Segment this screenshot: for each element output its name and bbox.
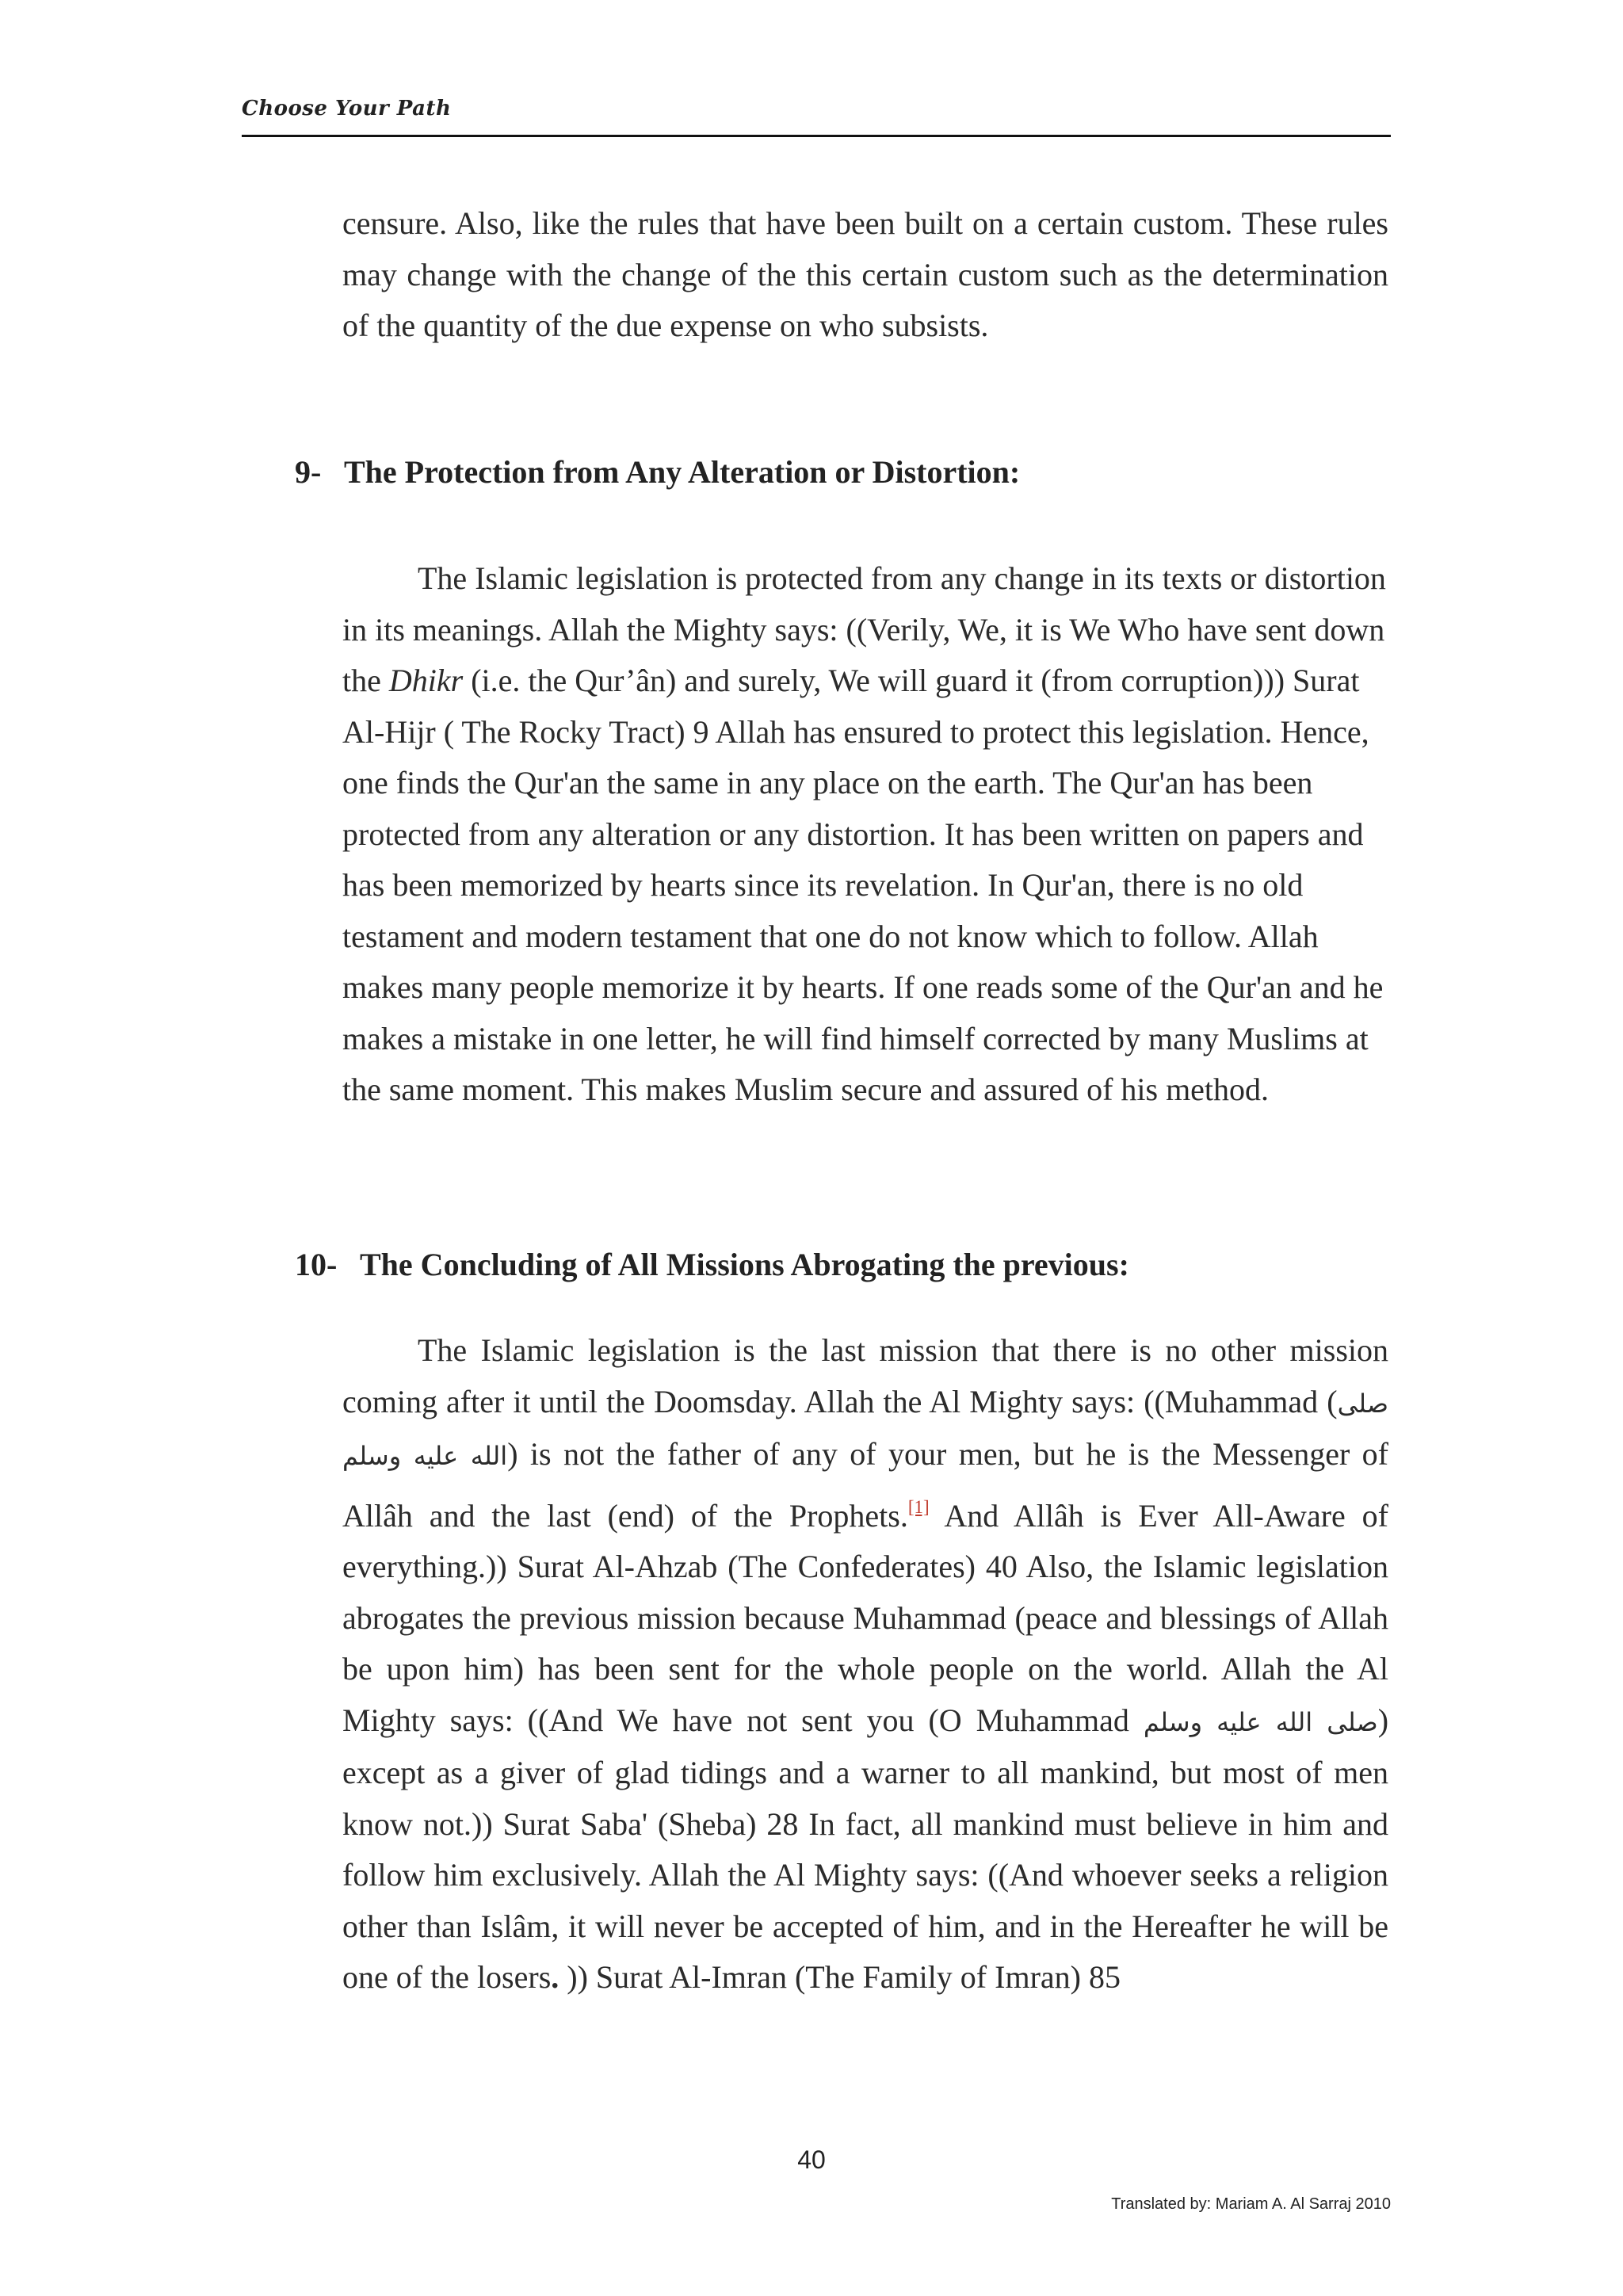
section-9-number: 9- <box>295 454 322 490</box>
section-10-title: The Concluding of All Missions Abrogating the previous: <box>360 1247 1129 1282</box>
arabic-honorific-1: صلى الله عليه وسلم <box>342 1388 1388 1471</box>
section-9-title: The Protection from Any Alteration or Distortion: <box>344 454 1021 490</box>
section-10-text-5: )) Surat Al-Imran (The Family of Imran) 85 <box>559 1959 1121 1995</box>
section-10-text-2: ) is not the father of any of your men, but he is the Messenger of Allâh and the last (end) of the Prophets. <box>342 1436 1388 1534</box>
translator-credit: Translated by: Mariam A. Al Sarraj 2010 <box>1111 2195 1391 2213</box>
section-10-text-1: The Islamic legislation is the last mission that there is no other mission coming after it until the Doomsday. Allah the Al Mighty says: ((Muhammad ( <box>342 1332 1388 1419</box>
section-10-paragraph <box>342 1325 1388 2004</box>
section-10-heading <box>295 1246 1129 1283</box>
section-9-paragraph <box>342 553 1388 1116</box>
section-9-italic-term: Dhikr <box>388 663 464 698</box>
section-10-bold-period: . <box>551 1959 559 1995</box>
section-9-text-end: (i.e. the Qur’ân) and surely, We will guard it (from corruption))) Surat Al-Hijr ( The Rocky Tract) 9 Allah has ensured to protect this legislation. Hence, one finds the Qur'an the same in any place on the earth. The Qur'an has been protected from any alteration or any distortion. It has been written on papers and has been memorized by hearts since its revelation. In Qur'an, there is no old testament and modern testament that one do not know which to follow. Allah makes many people memorize it by hearts. If one reads some of the Qur'an and he makes a mistake in one letter, he will find himself corrected by many Muslims at the same moment. This makes Muslim secure and assured of his method. <box>342 663 1384 1107</box>
continued-paragraph: censure. Also, like the rules that have been built on a certain custom. These rules may change with the change of the this certain custom such as the determination of the quantity of the due expense on who subsists. <box>342 205 1388 343</box>
header-rule <box>242 135 1391 137</box>
page-number: 40 <box>797 2145 826 2174</box>
arabic-honorific-2: صلى الله عليه وسلم <box>1143 1706 1378 1737</box>
section-10-text-3: And Allâh is Ever All-Aware of everything.)) Surat Al-Ahzab (The Confederates) 40 Also, the Islamic legislation abrogates the previous mission because Muhammad (peace and blessings of Allah be upon him) has been sent for the whole people on the world. Allah the Al Mighty says: ((And We have not sent you (O Muhammad <box>342 1497 1388 1738</box>
section-10-number: 10- <box>295 1247 338 1282</box>
section-9-heading <box>295 453 1020 491</box>
footnote-link[interactable]: [1] <box>907 1496 930 1517</box>
section-9-text-start: The Islamic legislation is protected from any change in its texts or distortion in its meanings. Allah the Mighty says: ((Verily, We, it is We Who have sent down the <box>342 560 1386 698</box>
running-header <box>242 97 1391 120</box>
section-10-text-4: ) except as a giver of glad tidings and a warner to all mankind, but most of men know not.)) Surat Saba' (Sheba) 28 In fact, all mankind must believe in him and follow him exclusively. Allah the Al Mighty says: ((And whoever seeks a religion other than Islâm, it will never be accepted of him, and in the Hereafter he will be one of the losers <box>342 1702 1389 1995</box>
book-title: Choose Your Path <box>242 97 452 120</box>
